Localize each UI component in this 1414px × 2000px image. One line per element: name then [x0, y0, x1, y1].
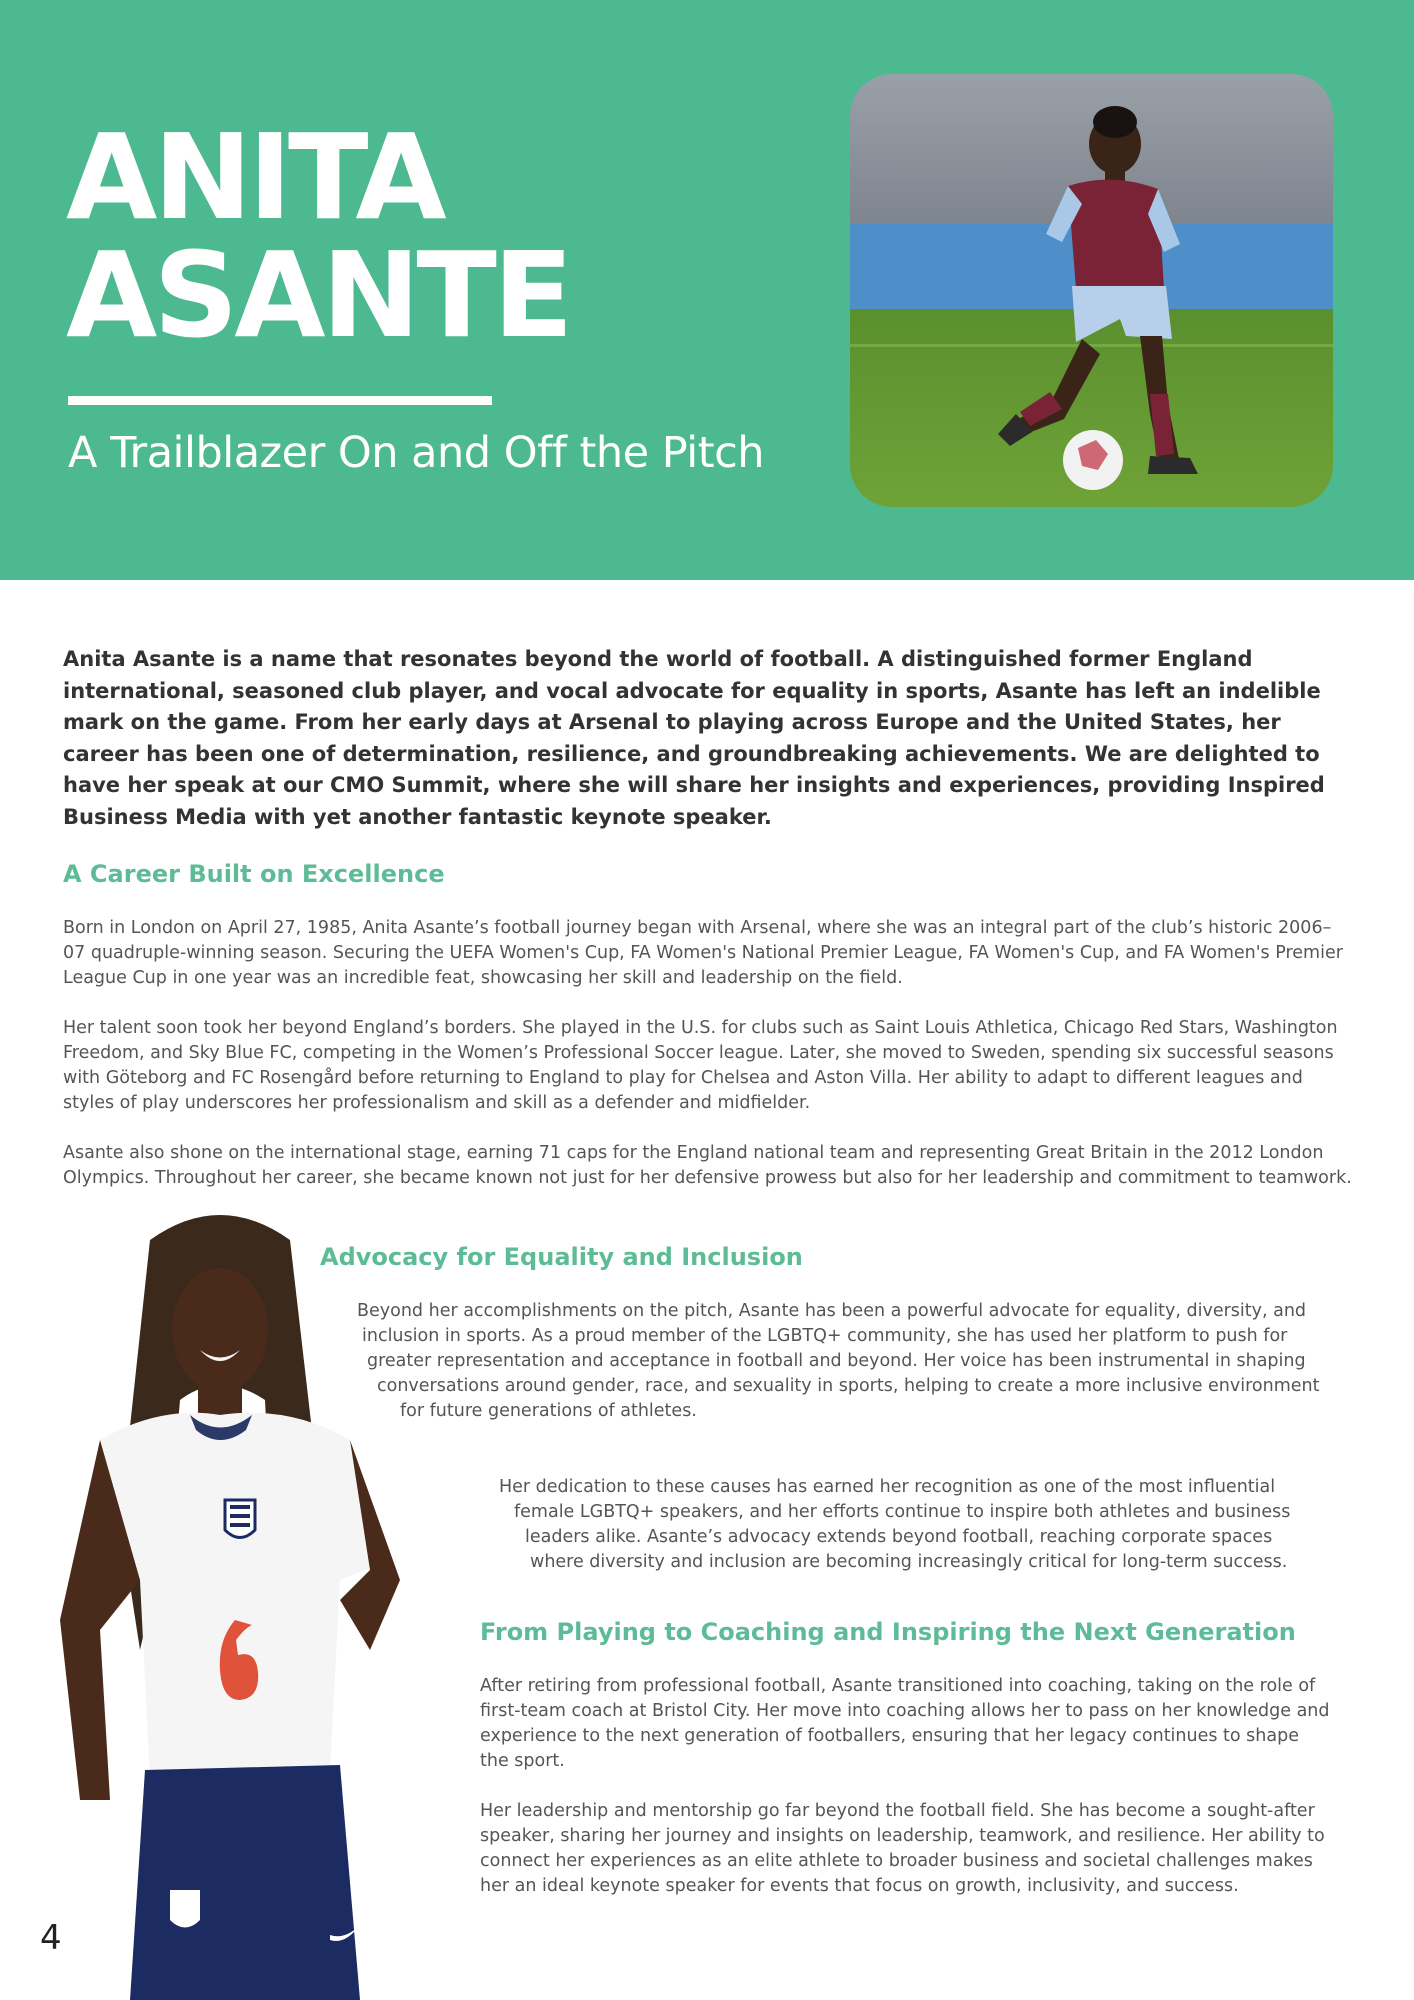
advocacy-paragraph-2-line-1: Her dedication to these causes has earned her recognition as one of the most influential — [499, 1477, 1276, 1497]
section-heading-coaching: From Playing to Coaching and Inspiring the Next Generation — [480, 1618, 1296, 1646]
title-line-first-name: ANITA — [66, 108, 443, 246]
career-paragraph-2: Her talent soon took her beyond England’s borders. She played in the U.S. for clubs such as Saint Louis Athletica, Chicago Red Stars, Washington Freedom, and Sky Blue FC, competing in the Women’s Professional Soccer league. Later, she moved to Sweden, spending six successful seasons with Göteborg and FC Rosengård before returning to England to play for Chelsea and Aston Villa. Her ability to adapt to different leagues and styles of play underscores her professionalism and skill as a defender and midfielder. — [63, 1018, 1338, 1113]
advocacy-paragraph-1-line-2: inclusion in sports. As a proud member of the LGBTQ+ community, she has used her platform to push for — [362, 1326, 1288, 1346]
page-subtitle: A Trailblazer On and Off the Pitch — [68, 428, 764, 478]
title-line-last-name: ASANTE — [66, 226, 570, 364]
coaching-paragraph-2: Her leadership and mentorship go far beyond the football field. She has become a sought-after speaker, sharing her journey and insights on leadership, teamwork, and resilience. Her ability to connect her experiences as an elite athlete to broader business and societal challenges makes her an ideal keynote speaker for events that focus on growth, inclusivity, and success. — [480, 1801, 1325, 1896]
page-number: 4 — [40, 1918, 62, 1958]
section-heading-advocacy: Advocacy for Equality and Inclusion — [320, 1243, 803, 1271]
advocacy-paragraph-2-line-4: where diversity and inclusion are becoming increasingly critical for long-term success. — [530, 1552, 1288, 1572]
hero-banner — [0, 0, 1414, 580]
page-title — [66, 108, 570, 364]
advocacy-paragraph-1-line-3: greater representation and acceptance in football and beyond. Her voice has been instrumental in shaping — [367, 1351, 1306, 1371]
advocacy-paragraph-1-line-4: conversations around gender, race, and sexuality in sports, helping to create a more inclusive environment — [377, 1376, 1320, 1396]
coaching-paragraph-1: After retiring from professional football, Asante transitioned into coaching, taking on the role of first-team coach at Bristol City. Her move into coaching allows her to pass on her knowledge and experience to the next generation of footballers, ensuring that her legacy continues to shape the sport. — [480, 1676, 1330, 1771]
advocacy-paragraph-2-line-3: leaders alike. Asante’s advocacy extends beyond football, reaching corporate spaces — [525, 1527, 1273, 1547]
advocacy-paragraph-1-line-5: for future generations of athletes. — [400, 1401, 697, 1421]
career-paragraph-1: Born in London on April 27, 1985, Anita Asante’s football journey began with Arsenal, where she was an integral part of the club’s historic 2006–07 quadruple-winning season. Securing the UEFA Women's Cup, FA Women's National Premier League, FA Women's Cup, and FA Women's Premier League Cup in one year was an incredible feat, showcasing her skill and leadership on the field. — [63, 918, 1343, 988]
title-divider — [68, 396, 492, 405]
advocacy-paragraph-2-line-2: female LGBTQ+ speakers, and her efforts continue to inspire both athletes and business — [514, 1502, 1291, 1522]
advocacy-paragraph-1-line-1: Beyond her accomplishments on the pitch, Asante has been a powerful advocate for equality, diversity, and — [357, 1301, 1307, 1321]
section-heading-career: A Career Built on Excellence — [63, 860, 445, 888]
intro-paragraph: Anita Asante is a name that resonates beyond the world of football. A distinguished former England international, seasoned club player, and vocal advocate for equality in sports, Asante has left an indelible mark on the game. From her early days at Arsenal to playing across Europe and the United States, her career has been one of determination, resilience, and groundbreaking achievements. We are delighted to have her speak at our CMO Summit, where she will share her insights and experiences, providing Inspired Business Media with yet another fantastic keynote speaker. — [63, 647, 1325, 829]
action-photo — [850, 74, 1333, 507]
career-paragraph-3: Asante also shone on the international stage, earning 71 caps for the England national team and representing Great Britain in the 2012 London Olympics. Throughout her career, she became known not just for her defensive prowess but also for her leadership and commitment to teamwork. — [63, 1143, 1352, 1188]
